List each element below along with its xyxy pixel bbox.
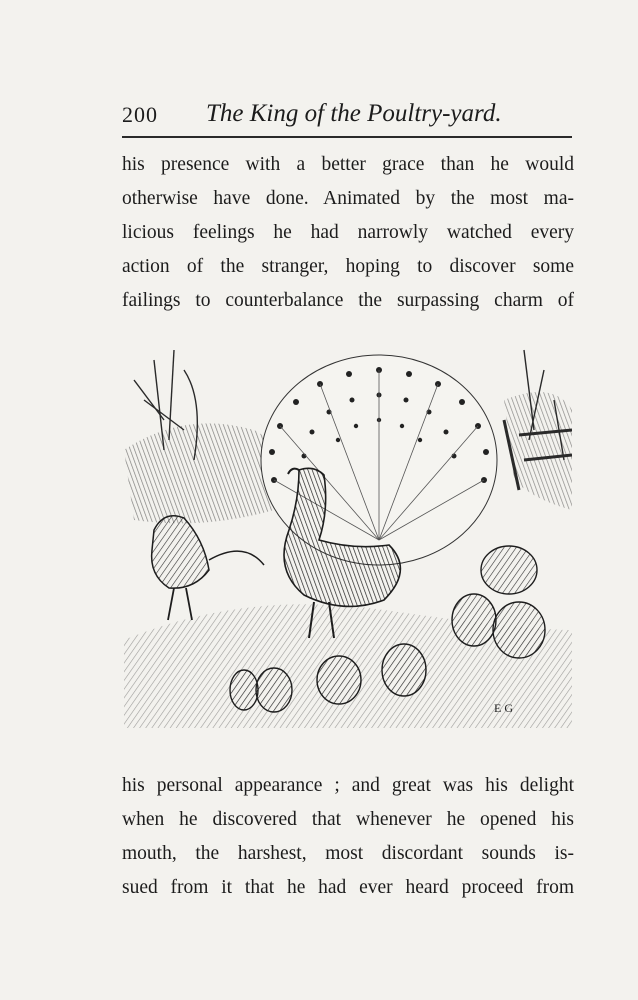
text-block-bottom xyxy=(122,769,574,905)
text-line: failings to counterbalance the surpassing charm of xyxy=(122,290,574,311)
text-block-top xyxy=(122,148,574,318)
page-header xyxy=(122,96,572,130)
text-line: otherwise have done. Animated by the most ma- xyxy=(122,188,574,209)
engraving-peacock-poultry-yard xyxy=(124,340,572,728)
header-rule xyxy=(122,136,572,138)
text-line: his personal appearance ; and great was his delight xyxy=(122,775,574,796)
text-line: mouth, the harshest, most discordant sounds is- xyxy=(122,843,574,864)
text-line: when he discovered that whenever he opened his xyxy=(122,809,574,830)
text-line: licious feelings he had narrowly watched every xyxy=(122,222,574,243)
artist-signature: E G xyxy=(494,701,513,715)
text-line: sued from it that he had ever heard proceed from xyxy=(122,877,574,898)
text-line: action of the stranger, hoping to discover some xyxy=(122,256,574,277)
page-number: 200 xyxy=(122,102,158,127)
running-title: The King of the Poultry-yard. xyxy=(206,100,502,127)
text-line: his presence with a better grace than he would xyxy=(122,154,574,175)
